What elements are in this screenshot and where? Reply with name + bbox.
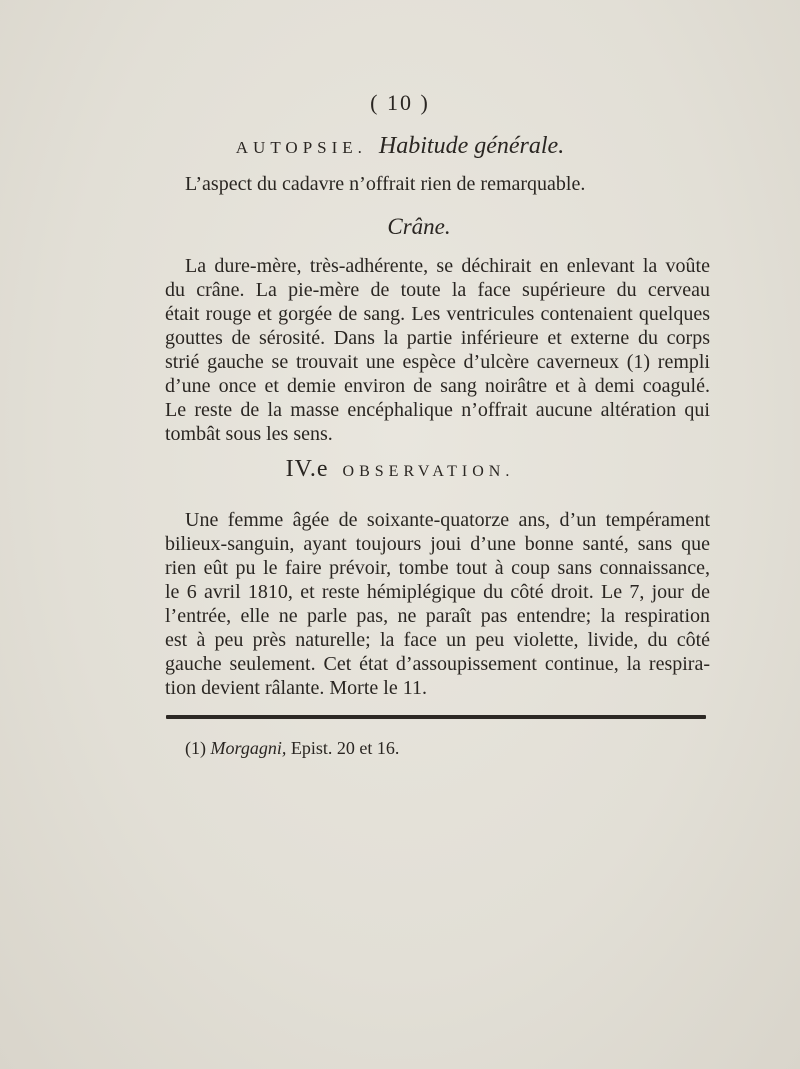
observation-heading: [0, 456, 800, 483]
footnote-marker: (1): [185, 738, 206, 758]
text-line: tombât sous les sens.: [165, 423, 333, 445]
text-line: strié gauche se trouvait une espèce d’ulcère caverneux (1) rempli: [165, 351, 710, 373]
observation-number: IV.e: [285, 456, 329, 482]
text-line: gouttes de sérosité. Dans la partie inférieure et externe du corps: [165, 327, 710, 349]
text-line: l’entrée, elle ne parle pas, ne paraît pas entendre; la respiration: [165, 605, 710, 627]
text-line: La dure-mère, très-adhérente, se déchirait en enlevant la voûte: [185, 255, 710, 277]
footnote: [185, 738, 399, 759]
section-heading-caps: AUTOPSIE.: [235, 138, 367, 157]
text-line: Le reste de la masse encéphalique n’offrait aucune altération qui: [165, 399, 710, 421]
page-number: ( 10 ): [370, 90, 430, 115]
footnote-rule: [166, 715, 706, 719]
section-heading: [0, 133, 800, 160]
text-line: tion devient râlante. Morte le 11.: [165, 677, 427, 699]
text-line: gauche seulement. Cet état d’assoupissement continue, la respira-: [165, 653, 710, 675]
text-line: était rouge et gorgée de sang. Les ventricules contenaient quelques: [165, 303, 710, 325]
footnote-reference: Epist. 20 et 16.: [290, 738, 400, 758]
text-line: Une femme âgée de soixante-quatorze ans, d’un tempérament: [185, 509, 710, 531]
section-heading-italic: Habitude générale.: [378, 133, 565, 159]
text-line: bilieux-sanguin, ayant toujours joui d’une bonne santé, sans que: [165, 533, 710, 555]
text-line: rien eût pu le faire prévoir, tombe tout à coup sans connaissance,: [165, 557, 710, 579]
text-line: est à peu près naturelle; la face un peu violette, livide, du côté: [165, 629, 710, 651]
text-line: d’une once et demie environ de sang noirâtre et à demi coagulé.: [165, 375, 710, 397]
footnote-author: Morgagni,: [210, 738, 287, 758]
text-line: le 6 avril 1810, et reste hémiplégique du côté droit. Le 7, jour de: [165, 581, 710, 603]
paragraph-intro: L’aspect du cadavre n’offrait rien de remarquable.: [185, 173, 586, 195]
text-line: du crâne. La pie-mère de toute la face supérieure du cerveau: [165, 279, 710, 301]
subheading-crane: Crâne.: [387, 214, 451, 239]
observation-word: OBSERVATION.: [342, 463, 515, 480]
